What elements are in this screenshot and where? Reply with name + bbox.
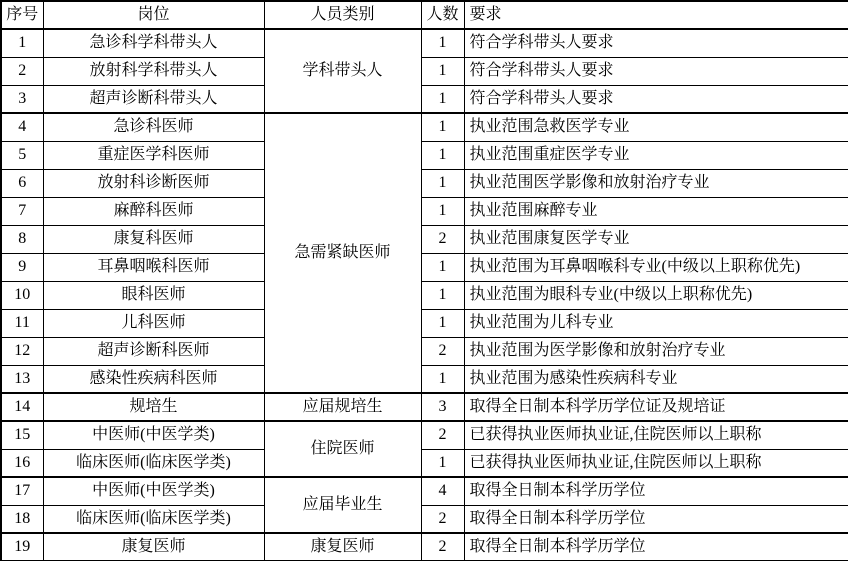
count-cell: 1 [421, 29, 464, 57]
requirement-cell: 取得全日制本科学历学位 [464, 477, 848, 505]
count-cell: 1 [421, 141, 464, 169]
position-cell: 急诊科医师 [43, 113, 264, 141]
seq-cell: 7 [1, 197, 43, 225]
requirement-cell: 执业范围为医学影像和放射治疗专业 [464, 337, 848, 365]
seq-cell: 13 [1, 365, 43, 393]
count-cell: 1 [421, 169, 464, 197]
seq-cell: 2 [1, 57, 43, 85]
col-header-requirement: 要求 [464, 1, 848, 29]
count-cell: 4 [421, 477, 464, 505]
category-cell: 学科带头人 [264, 29, 421, 113]
seq-cell: 15 [1, 421, 43, 449]
table-row [1, 477, 848, 505]
position-cell: 规培生 [43, 393, 264, 421]
seq-cell: 9 [1, 253, 43, 281]
requirement-cell: 执业范围急救医学专业 [464, 113, 848, 141]
position-cell: 眼科医师 [43, 281, 264, 309]
position-cell: 中医师(中医学类) [43, 421, 264, 449]
col-header-position: 岗位 [43, 1, 264, 29]
category-cell: 应届毕业生 [264, 477, 421, 533]
seq-cell: 1 [1, 29, 43, 57]
position-cell: 重症医学科医师 [43, 141, 264, 169]
requirement-cell: 执业范围重症医学专业 [464, 141, 848, 169]
position-cell: 放射科诊断医师 [43, 169, 264, 197]
count-cell: 1 [421, 309, 464, 337]
table-row [1, 337, 848, 365]
seq-cell: 17 [1, 477, 43, 505]
requirement-cell: 符合学科带头人要求 [464, 29, 848, 57]
col-header-category: 人员类别 [264, 1, 421, 29]
table-row [1, 29, 848, 57]
table-row [1, 449, 848, 477]
requirement-cell: 执业范围为耳鼻咽喉科专业(中级以上职称优先) [464, 253, 848, 281]
table-row [1, 421, 848, 449]
count-cell: 3 [421, 393, 464, 421]
col-header-count: 人数 [421, 1, 464, 29]
requirement-cell: 已获得执业医师执业证,住院医师以上职称 [464, 449, 848, 477]
count-cell: 1 [421, 281, 464, 309]
count-cell: 2 [421, 225, 464, 253]
count-cell: 2 [421, 337, 464, 365]
count-cell: 1 [421, 57, 464, 85]
requirement-cell: 执业范围麻醉专业 [464, 197, 848, 225]
table-row [1, 197, 848, 225]
position-cell: 急诊科学科带头人 [43, 29, 264, 57]
count-cell: 1 [421, 449, 464, 477]
count-cell: 1 [421, 365, 464, 393]
requirement-cell: 取得全日制本科学历学位 [464, 505, 848, 533]
table-row [1, 309, 848, 337]
table-row [1, 253, 848, 281]
seq-cell: 18 [1, 505, 43, 533]
table-row [1, 533, 848, 561]
col-header-no: 序号 [1, 1, 43, 29]
requirement-cell: 符合学科带头人要求 [464, 85, 848, 113]
category-cell: 康复医师 [264, 533, 421, 561]
table-row [1, 141, 848, 169]
count-cell: 2 [421, 421, 464, 449]
table-row [1, 225, 848, 253]
requirement-cell: 执业范围康复医学专业 [464, 225, 848, 253]
position-cell: 感染性疾病科医师 [43, 365, 264, 393]
seq-cell: 19 [1, 533, 43, 561]
table-row [1, 393, 848, 421]
count-cell: 2 [421, 505, 464, 533]
category-cell: 急需紧缺医师 [264, 113, 421, 393]
seq-cell: 10 [1, 281, 43, 309]
requirement-cell: 执业范围为眼科专业(中级以上职称优先) [464, 281, 848, 309]
requirement-cell: 执业范围为儿科专业 [464, 309, 848, 337]
count-cell: 1 [421, 197, 464, 225]
count-cell: 1 [421, 85, 464, 113]
table-row [1, 57, 848, 85]
position-cell: 临床医师(临床医学类) [43, 505, 264, 533]
requirement-cell: 已获得执业医师执业证,住院医师以上职称 [464, 421, 848, 449]
requirement-cell: 取得全日制本科学历学位 [464, 533, 848, 561]
category-cell: 应届规培生 [264, 393, 421, 421]
table-row [1, 365, 848, 393]
header-row [1, 1, 848, 29]
position-cell: 临床医师(临床医学类) [43, 449, 264, 477]
seq-cell: 11 [1, 309, 43, 337]
position-cell: 康复科医师 [43, 225, 264, 253]
table-row [1, 169, 848, 197]
seq-cell: 5 [1, 141, 43, 169]
seq-cell: 14 [1, 393, 43, 421]
seq-cell: 6 [1, 169, 43, 197]
table-row [1, 85, 848, 113]
category-cell: 住院医师 [264, 421, 421, 477]
position-cell: 儿科医师 [43, 309, 264, 337]
count-cell: 1 [421, 253, 464, 281]
position-cell: 中医师(中医学类) [43, 477, 264, 505]
table-row [1, 113, 848, 141]
requirement-cell: 符合学科带头人要求 [464, 57, 848, 85]
position-cell: 超声诊断科带头人 [43, 85, 264, 113]
seq-cell: 4 [1, 113, 43, 141]
position-cell: 耳鼻咽喉科医师 [43, 253, 264, 281]
seq-cell: 3 [1, 85, 43, 113]
requirement-cell: 执业范围医学影像和放射治疗专业 [464, 169, 848, 197]
position-cell: 超声诊断科医师 [43, 337, 264, 365]
seq-cell: 12 [1, 337, 43, 365]
table-row [1, 281, 848, 309]
position-cell: 放射科学科带头人 [43, 57, 264, 85]
count-cell: 2 [421, 533, 464, 561]
position-cell: 康复医师 [43, 533, 264, 561]
seq-cell: 16 [1, 449, 43, 477]
seq-cell: 8 [1, 225, 43, 253]
count-cell: 1 [421, 113, 464, 141]
requirement-cell: 执业范围为感染性疾病科专业 [464, 365, 848, 393]
position-cell: 麻醉科医师 [43, 197, 264, 225]
table-row [1, 505, 848, 533]
requirement-cell: 取得全日制本科学历学位证及规培证 [464, 393, 848, 421]
